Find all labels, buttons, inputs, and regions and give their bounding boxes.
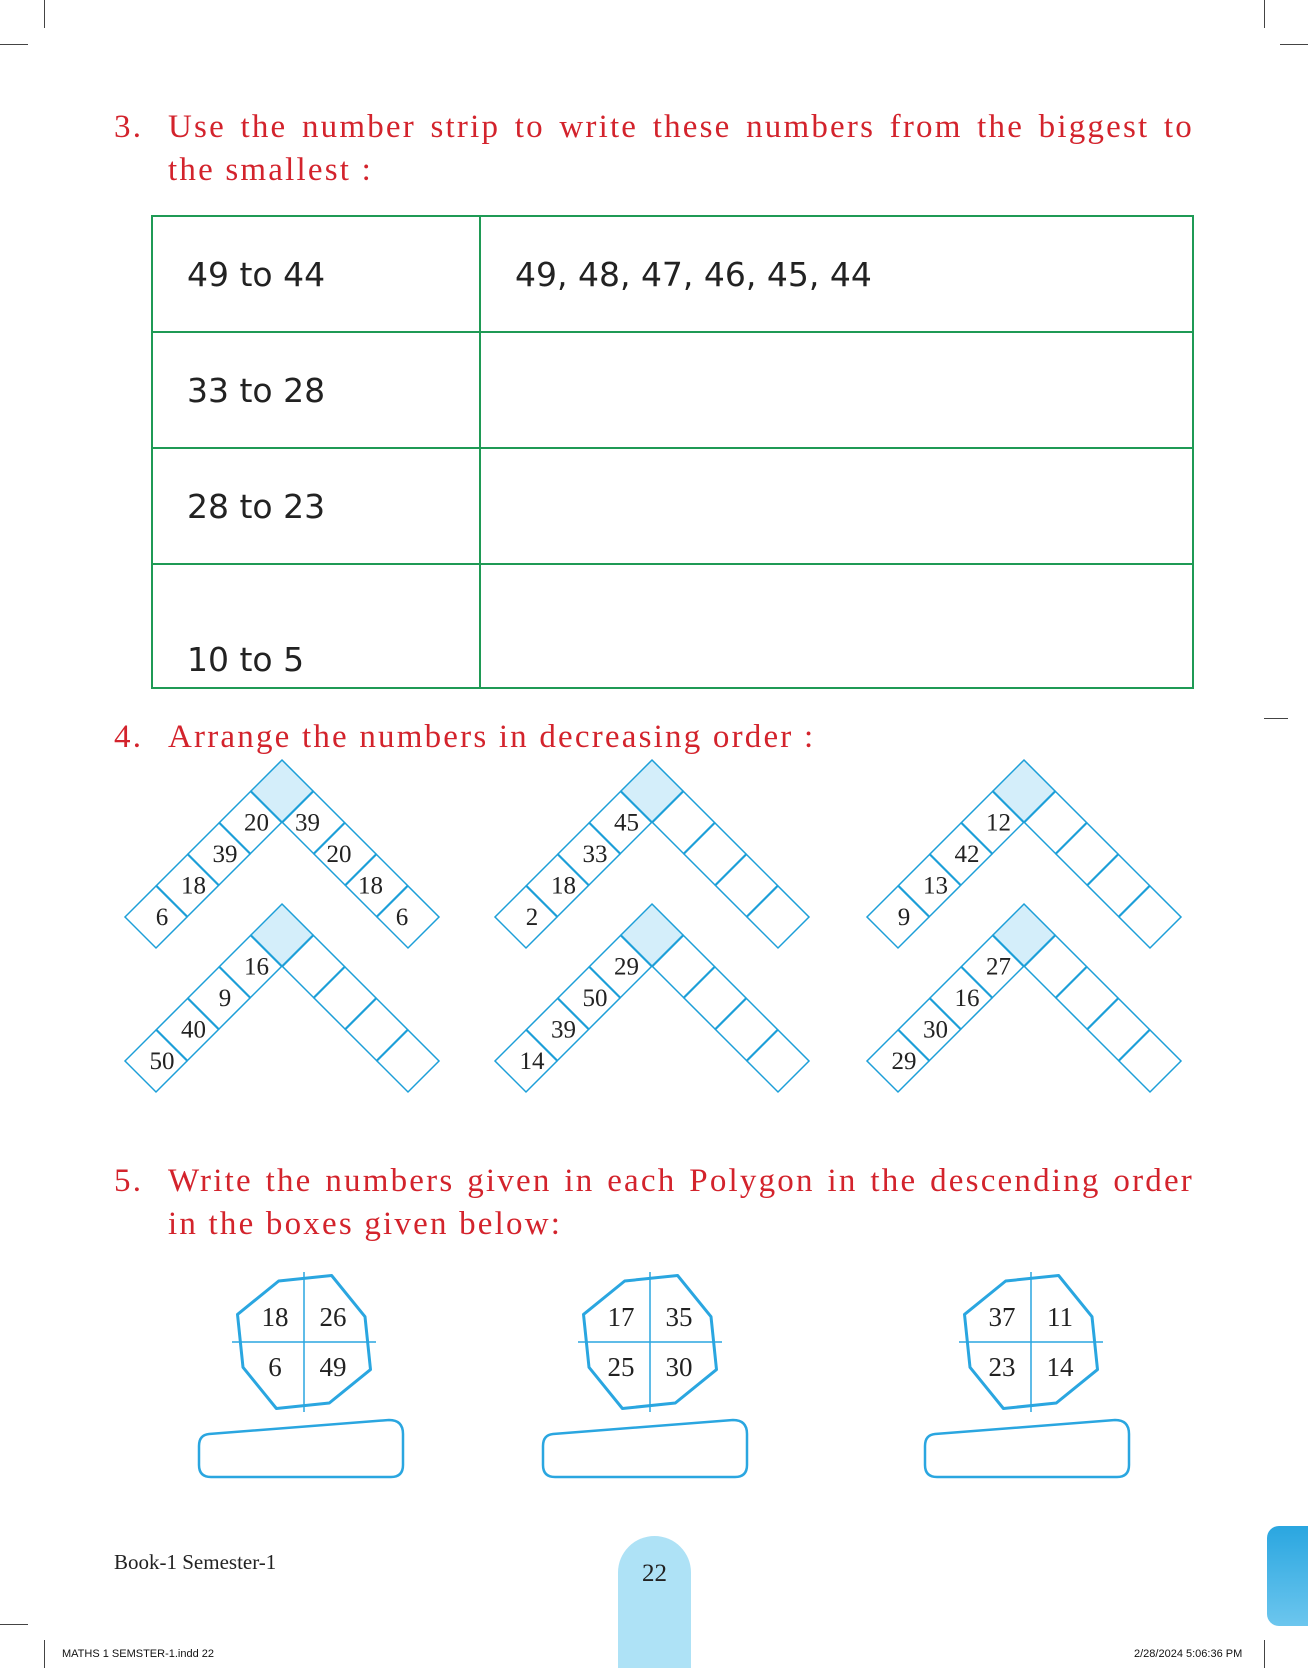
answer-box[interactable] [543,1420,747,1477]
answer-cell[interactable] [346,999,408,1061]
answer-cell[interactable] [1056,967,1118,1029]
polygon-number: 11 [1047,1302,1073,1332]
file-slug: MATHS 1 SEMSTER-1.indd 22 [62,1648,215,1660]
polygon-number: 25 [607,1352,635,1382]
given-number: 14 [519,1048,545,1075]
polygon-number: 18 [261,1302,289,1332]
question-number: 4. [114,719,144,755]
answer-cell[interactable] [684,967,746,1029]
range-cell: 49 to 44 [152,216,480,332]
answer-cell[interactable] [747,886,809,948]
print-timestamp: 2/28/2024 5:06:36 PM [1134,1648,1243,1660]
answer-cell[interactable]: 49, 48, 47, 46, 45, 44 [480,216,1193,332]
given-number: 9 [897,904,911,931]
given-number: 30 [923,1016,948,1044]
question-number: 3. [114,109,144,145]
answer-cell[interactable] [747,1030,809,1092]
ordered-number: 6 [395,904,409,931]
ordered-number: 39 [295,809,320,837]
given-number: 29 [614,953,639,981]
given-number: 50 [149,1048,175,1075]
range-cell: 33 to 28 [152,332,480,448]
given-number: 20 [244,809,269,837]
answer-cell[interactable] [1088,855,1150,917]
answer-cell[interactable] [1119,1030,1181,1092]
given-number: 42 [954,841,980,868]
polygon-number: 35 [665,1302,693,1332]
given-number: 29 [891,1048,917,1075]
answer-cell[interactable] [314,967,376,1029]
question-number: 5. [114,1163,144,1199]
answer-cell[interactable] [684,823,746,885]
answer-box[interactable] [199,1420,403,1477]
given-number: 40 [181,1016,206,1044]
given-number: 12 [986,809,1011,837]
answer-cell[interactable] [1119,886,1181,948]
given-number: 9 [218,985,232,1012]
polygon-number: 49 [319,1352,347,1382]
given-number: 13 [923,872,948,900]
given-number: 45 [614,809,639,837]
polygon-number: 30 [665,1352,693,1382]
answer-cell[interactable] [716,855,778,917]
answer-cell[interactable] [377,1030,439,1092]
given-number: 2 [525,904,539,931]
range-cell: 28 to 23 [152,448,480,564]
given-number: 50 [582,985,608,1012]
question-text: Arrange the numbers in decreasing order : [168,719,816,755]
page-number-tab [618,1536,691,1668]
range-cell: 10 to 5 [152,564,480,688]
answer-cell[interactable] [1056,823,1118,885]
answer-cell[interactable] [1088,999,1150,1061]
given-number: 16 [244,953,269,981]
given-number: 6 [155,904,169,931]
question-text: Use the number strip to write these numbers from the biggest to the smallest : [168,109,1194,188]
given-number: 18 [181,872,206,900]
question-text: Write the numbers given in each Polygon in the descending order in the boxes given below: [168,1163,1194,1242]
given-number: 39 [212,841,238,868]
given-number: 16 [954,985,980,1012]
polygon-number: 26 [319,1302,347,1332]
given-number: 33 [582,841,608,868]
polygon-number: 14 [1046,1352,1074,1382]
polygon-number: 17 [607,1302,635,1332]
polygon-number: 23 [988,1352,1016,1382]
ordered-number: 18 [358,872,383,900]
given-number: 18 [551,872,576,900]
answer-box[interactable] [925,1420,1129,1477]
given-number: 27 [986,953,1011,981]
answer-cell[interactable] [716,999,778,1061]
book-label: Book-1 Semester-1 [114,1550,277,1574]
ordered-number: 20 [326,841,352,868]
chapter-side-tab [1267,1526,1308,1626]
polygon-number: 37 [988,1302,1016,1332]
polygon-number: 6 [268,1352,282,1382]
page-number: 22 [642,1560,667,1587]
given-number: 39 [551,1016,576,1044]
